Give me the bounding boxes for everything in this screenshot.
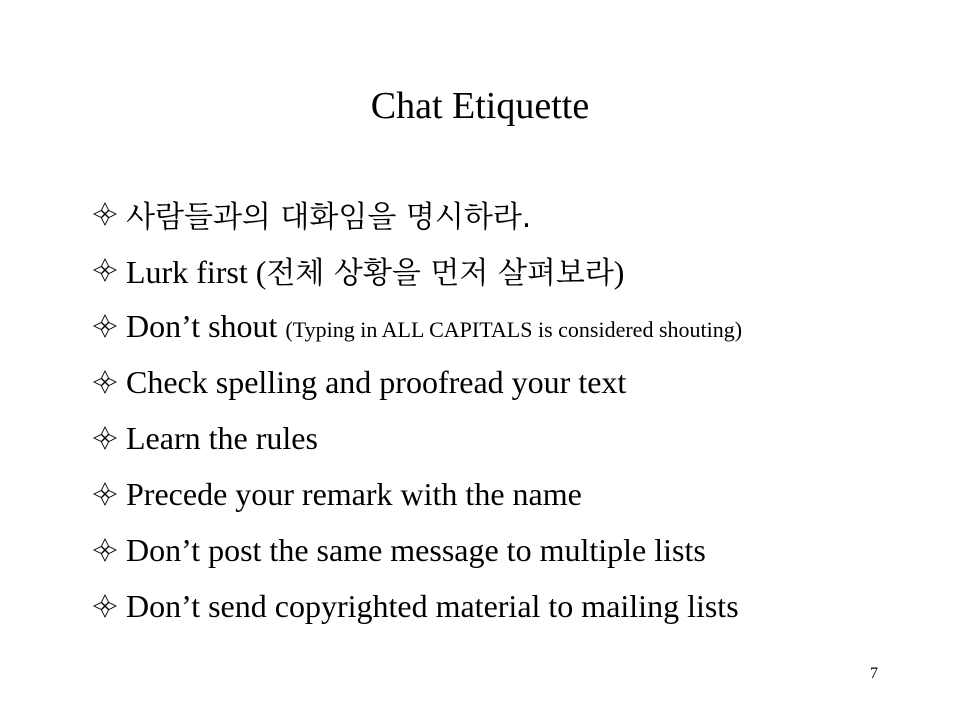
bullet-item <box>92 578 742 634</box>
bullet-list <box>92 186 742 634</box>
bullet-text <box>126 248 624 292</box>
bullet-note-text: (Typing in ALL CAPITALS is considered shouting) <box>285 316 743 342</box>
bullet-text: Don’t post the same message to multiple lists <box>126 531 706 568</box>
diamond-bullet-icon <box>92 313 118 339</box>
bullet-text: Check spelling and proofread your text <box>126 363 627 400</box>
bullet-text <box>126 308 742 345</box>
bullet-item <box>92 242 742 298</box>
bullet-item <box>92 298 742 354</box>
bullet-text: Learn the rules <box>126 419 318 456</box>
diamond-bullet-icon <box>92 201 118 227</box>
diamond-bullet-icon <box>92 537 118 563</box>
bullet-main-text: Don’t shout <box>126 307 286 344</box>
slide-title: Chat Etiquette <box>370 85 590 127</box>
diamond-bullet-icon <box>92 257 118 283</box>
diamond-bullet-icon <box>92 593 118 619</box>
diamond-bullet-icon <box>92 425 118 451</box>
bullet-text: 사람들과의 대화임을 명시하라. <box>126 200 532 235</box>
bullet-item <box>92 410 742 466</box>
diamond-bullet-icon <box>92 481 118 507</box>
bullet-item <box>92 466 742 522</box>
bullet-text: Precede your remark with the name <box>126 475 582 512</box>
bullet-korean-text: 전체 상황을 먼저 살펴보라 <box>266 256 614 291</box>
bullet-text: Don’t send copyrighted material to mailing lists <box>126 587 739 624</box>
bullet-item <box>92 186 742 242</box>
diamond-bullet-icon <box>92 369 118 395</box>
bullet-item <box>92 354 742 410</box>
page-number: 7 <box>870 665 878 682</box>
bullet-english-text: Lurk first ( <box>126 254 267 290</box>
bullet-item <box>92 522 742 578</box>
bullet-suffix-text: ) <box>613 254 625 290</box>
